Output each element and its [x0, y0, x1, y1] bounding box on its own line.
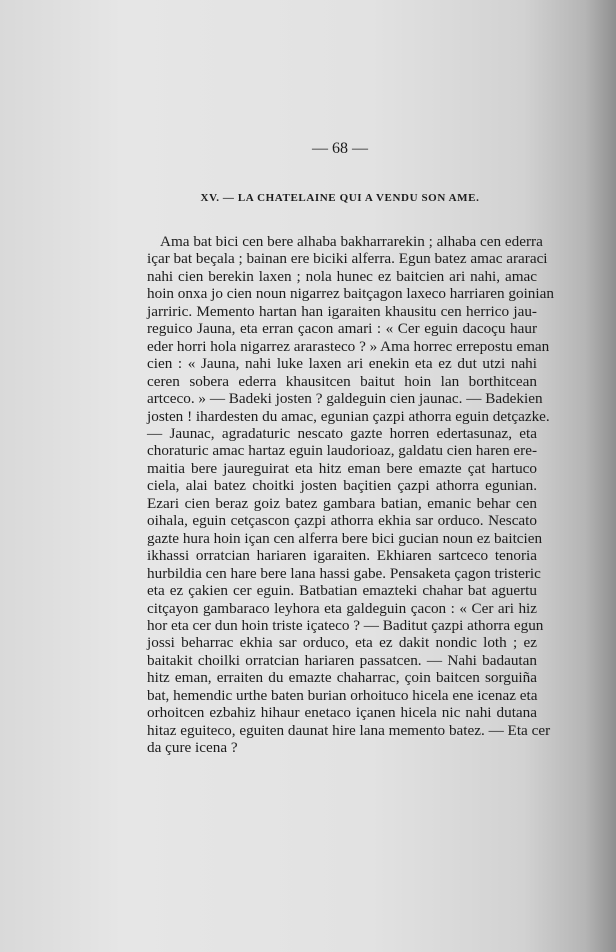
page-number: — 68 — — [312, 140, 368, 157]
text-line: orhoitcen ezbahiz hihaur enetaco içanen hicela nic nahi dutana — [147, 704, 537, 722]
text-line: hurbildia cen hare bere lana hassi gabe. Pensaketa çagon tristeric — [147, 564, 541, 582]
text-line: — Jaunac, agradaturic nescato gazte horren edertasunaz, eta — [147, 424, 537, 442]
text-line: da çure icena ? — [147, 739, 238, 757]
text-line: hitz eman, erraiten du emazte chaharrac, çoin baitcen sorguiña — [147, 669, 537, 687]
text-line: ceren sobera ederra khausitcen baitut hoin lan borthitcean — [147, 372, 537, 390]
text-line: cien : « Jauna, nahi luke laxen ari enekin eta ez dut utzi nahi — [147, 355, 537, 373]
text-line: ikhassi orratcian hariaren igaraiten. Ekhiaren sartceco tenoria — [147, 547, 537, 565]
text-line: hoin onxa jo cien noun nigarrez baitçagon laxeco harriaren goinian — [147, 285, 554, 303]
text-line: artceco. » — Badeki josten ? galdeguin cien jaunac. — Badekien — [147, 390, 543, 408]
text-line: jarriric. Memento hartan han igaraiten khausitu cen herrico jau- — [147, 302, 537, 320]
text-line: eder horri hola nigarrez ararasteco ? » Ama horrec errepostu eman — [147, 337, 550, 355]
text-line: hor eta cer dun hoin triste içateco ? — Baditut çazpi athorra egun — [147, 616, 544, 634]
text-line: eta ez çakien cer eguin. Batbatian emazteki chahar bat aguertu — [147, 582, 537, 600]
text-line: reguico Jauna, eta erran çacon amari : « Cer eguin dacoçu haur — [147, 320, 537, 338]
text-line: gazte hura hoin içan cen alferra bere bici gucian noun ez baitcien — [147, 529, 543, 547]
text-line: Ama bat bici cen bere alhaba bakharrarekin ; alhaba cen ederra — [160, 233, 543, 250]
text-line: ciela, alai batez choitki josten baçitien çazpi athorra egunian. — [147, 477, 537, 495]
text-line: baitakit choilki orratcian hariaren passatcen. — Nahi badautan — [147, 651, 537, 669]
text-line: jossi beharrac ekhia sar orduco, eta ez dakit nondic loth ; ez — [147, 634, 537, 652]
text-line: citçayon gambaraco leyhora eta galdeguin çacon : « Cer ari hiz — [147, 599, 537, 617]
text-line: Ezari cien beraz goiz batez gambara batian, emanic behar cen — [147, 494, 537, 512]
text-line: oihala, eguin cetçascon çazpi athorra ekhia sar orduco. Nescato — [147, 512, 537, 530]
text-line: maitia bere jaureguirat eta hitz eman bere emazte çat hartuco — [147, 459, 537, 477]
chapter-title: XV. — LA CHATELAINE QUI A VENDU SON AME. — [200, 192, 480, 204]
text-line: nahi cien berekin laxen ; nola hunec ez baitcien ari nahi, amac — [147, 267, 537, 285]
body-text — [147, 233, 554, 757]
text-line: josten ! ihardesten du amac, egunian çazpi athorra eguin detçazke. — [147, 407, 550, 425]
text-line: içar bat beçala ; bainan ere biciki alferra. Egun batez amac araraci — [147, 250, 548, 268]
text-line: bat, hemendic urthe baten burian orhoituco hicela ene icenaz eta — [147, 686, 538, 704]
text-line: hitaz eguiteco, eguiten daunat hire lana memento batez. — Eta cer — [147, 721, 551, 739]
text-line: choraturic amac hartaz eguin laudorioaz, galdatu cien haren ere- — [147, 442, 538, 460]
